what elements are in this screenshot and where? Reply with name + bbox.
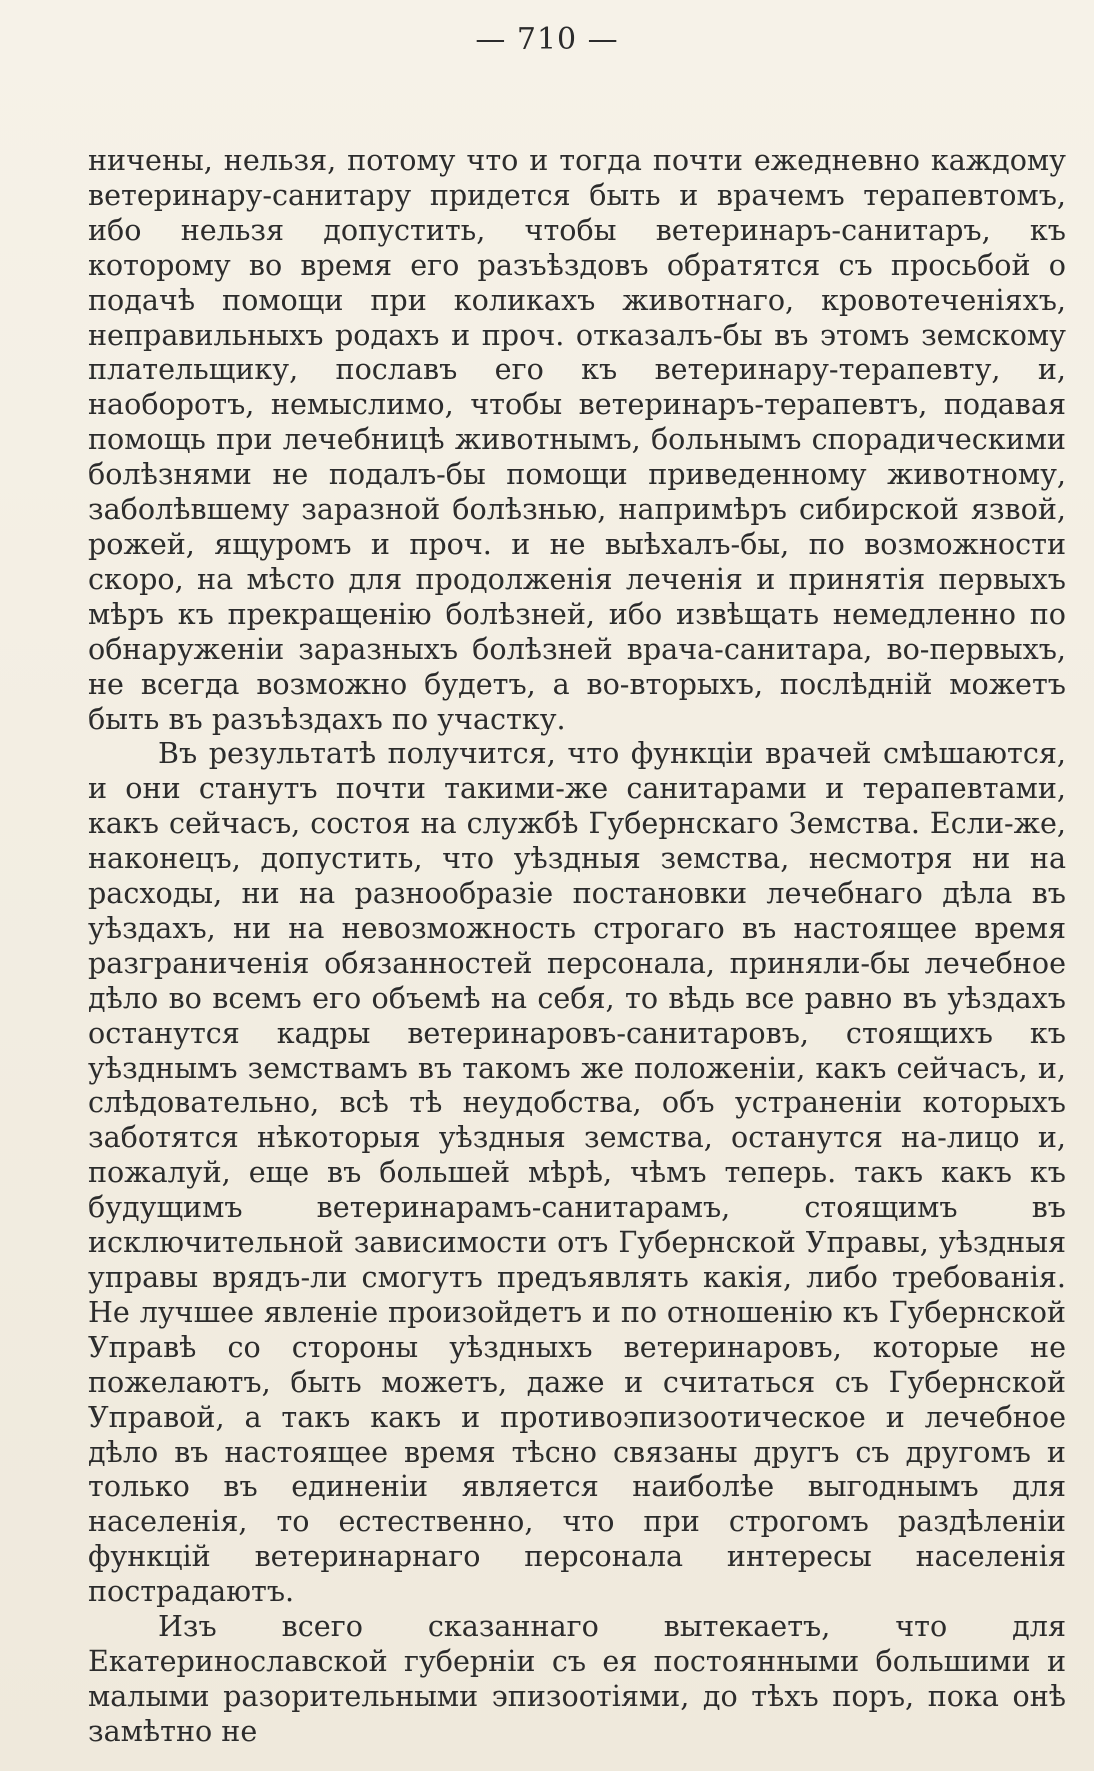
paragraph: Изъ всего сказаннаго вытекаетъ, что для Екатеринославской губерніи съ ея постоянными большими и малыми разорительными эпизоотіями, до тѣхъ поръ, пока онѣ замѣтно не <box>88 1609 1066 1748</box>
paragraph-continuation: ничены, нельзя, потому что и тогда почти ежедневно каждому ветеринару-санитару придется быть и врачемъ терапевтомъ, ибо нельзя допустить, чтобы ветеринаръ-санитаръ, къ которому во время его разъѣздовъ обратятся съ просьбой о подачѣ помощи при коликахъ животнаго, кровотеченіяхъ, неправильныхъ родахъ и проч. отказалъ-бы въ этомъ земскому плательщику, пославъ его къ ветеринару-терапевту, и, наоборотъ, немыслимо, чтобы ветеринаръ-терапевтъ, подавая помощь при лечебницѣ животнымъ, больнымъ спорадическими болѣзнями не подалъ-бы помощи приведенному животному, заболѣвшему заразной болѣзнью, напримѣръ сибирской язвой, рожей, ящуромъ и проч. и не выѣхалъ-бы, по возможности скоро, на мѣсто для продолженія леченія и принятія первыхъ мѣръ къ прекращенію болѣзней, ибо извѣщать немедленно по обнаруженіи заразныхъ болѣзней врача-санитара, во-первыхъ, не всегда возможно будетъ, а во-вторыхъ, послѣдній можетъ быть въ разъѣздахъ по участку. <box>88 143 1066 736</box>
paragraph: Въ результатѣ получится, что функціи врачей смѣшаются, и они станутъ почти такими-же санитарами и терапевтами, какъ сейчасъ, состоя на службѣ Губернскаго Земства. Если-же, наконецъ, допустить, что уѣздныя земства, несмотря ни на расходы, ни на разнообразіе постановки лечебнаго дѣла въ уѣздахъ, ни на невозможность строгаго въ настоящее время разграниченія обязанностей персонала, приняли-бы лечебное дѣло во всемъ его объемѣ на себя, то вѣдь все равно въ уѣздахъ останутся кадры ветеринаровъ-санитаровъ, стоящихъ къ уѣзднымъ земствамъ въ такомъ же положеніи, какъ сейчасъ, и, слѣдовательно, всѣ тѣ неудобства, объ устраненіи которыхъ заботятся нѣкоторыя уѣздныя земства, останутся на-лицо и, пожалуй, еще въ большей мѣрѣ, чѣмъ теперь. такъ какъ къ будущимъ ветеринарамъ-санитарамъ, стоящимъ въ исключительной зависимости отъ Губернской Управы, уѣздныя управы врядъ-ли смогутъ предъявлять какія, либо требованія. Не лучшее явленіе произойдетъ и по отношенію къ Губернской Управѣ со стороны уѣздныхъ ветеринаровъ, которые не пожелаютъ, быть можетъ, даже и считаться съ Губернской Управой, а такъ какъ и противоэпизоотическое и лечебное дѣло въ настоящее время тѣсно связаны другъ съ другомъ и только въ единеніи является наиболѣе выгоднымъ для населенія, то естественно, что при строгомъ раздѣленіи функцій ветеринарнаго персонала интересы населенія пострадаютъ. <box>88 736 1066 1609</box>
body-text <box>88 143 1066 1749</box>
page-number: — 710 — <box>475 22 619 57</box>
